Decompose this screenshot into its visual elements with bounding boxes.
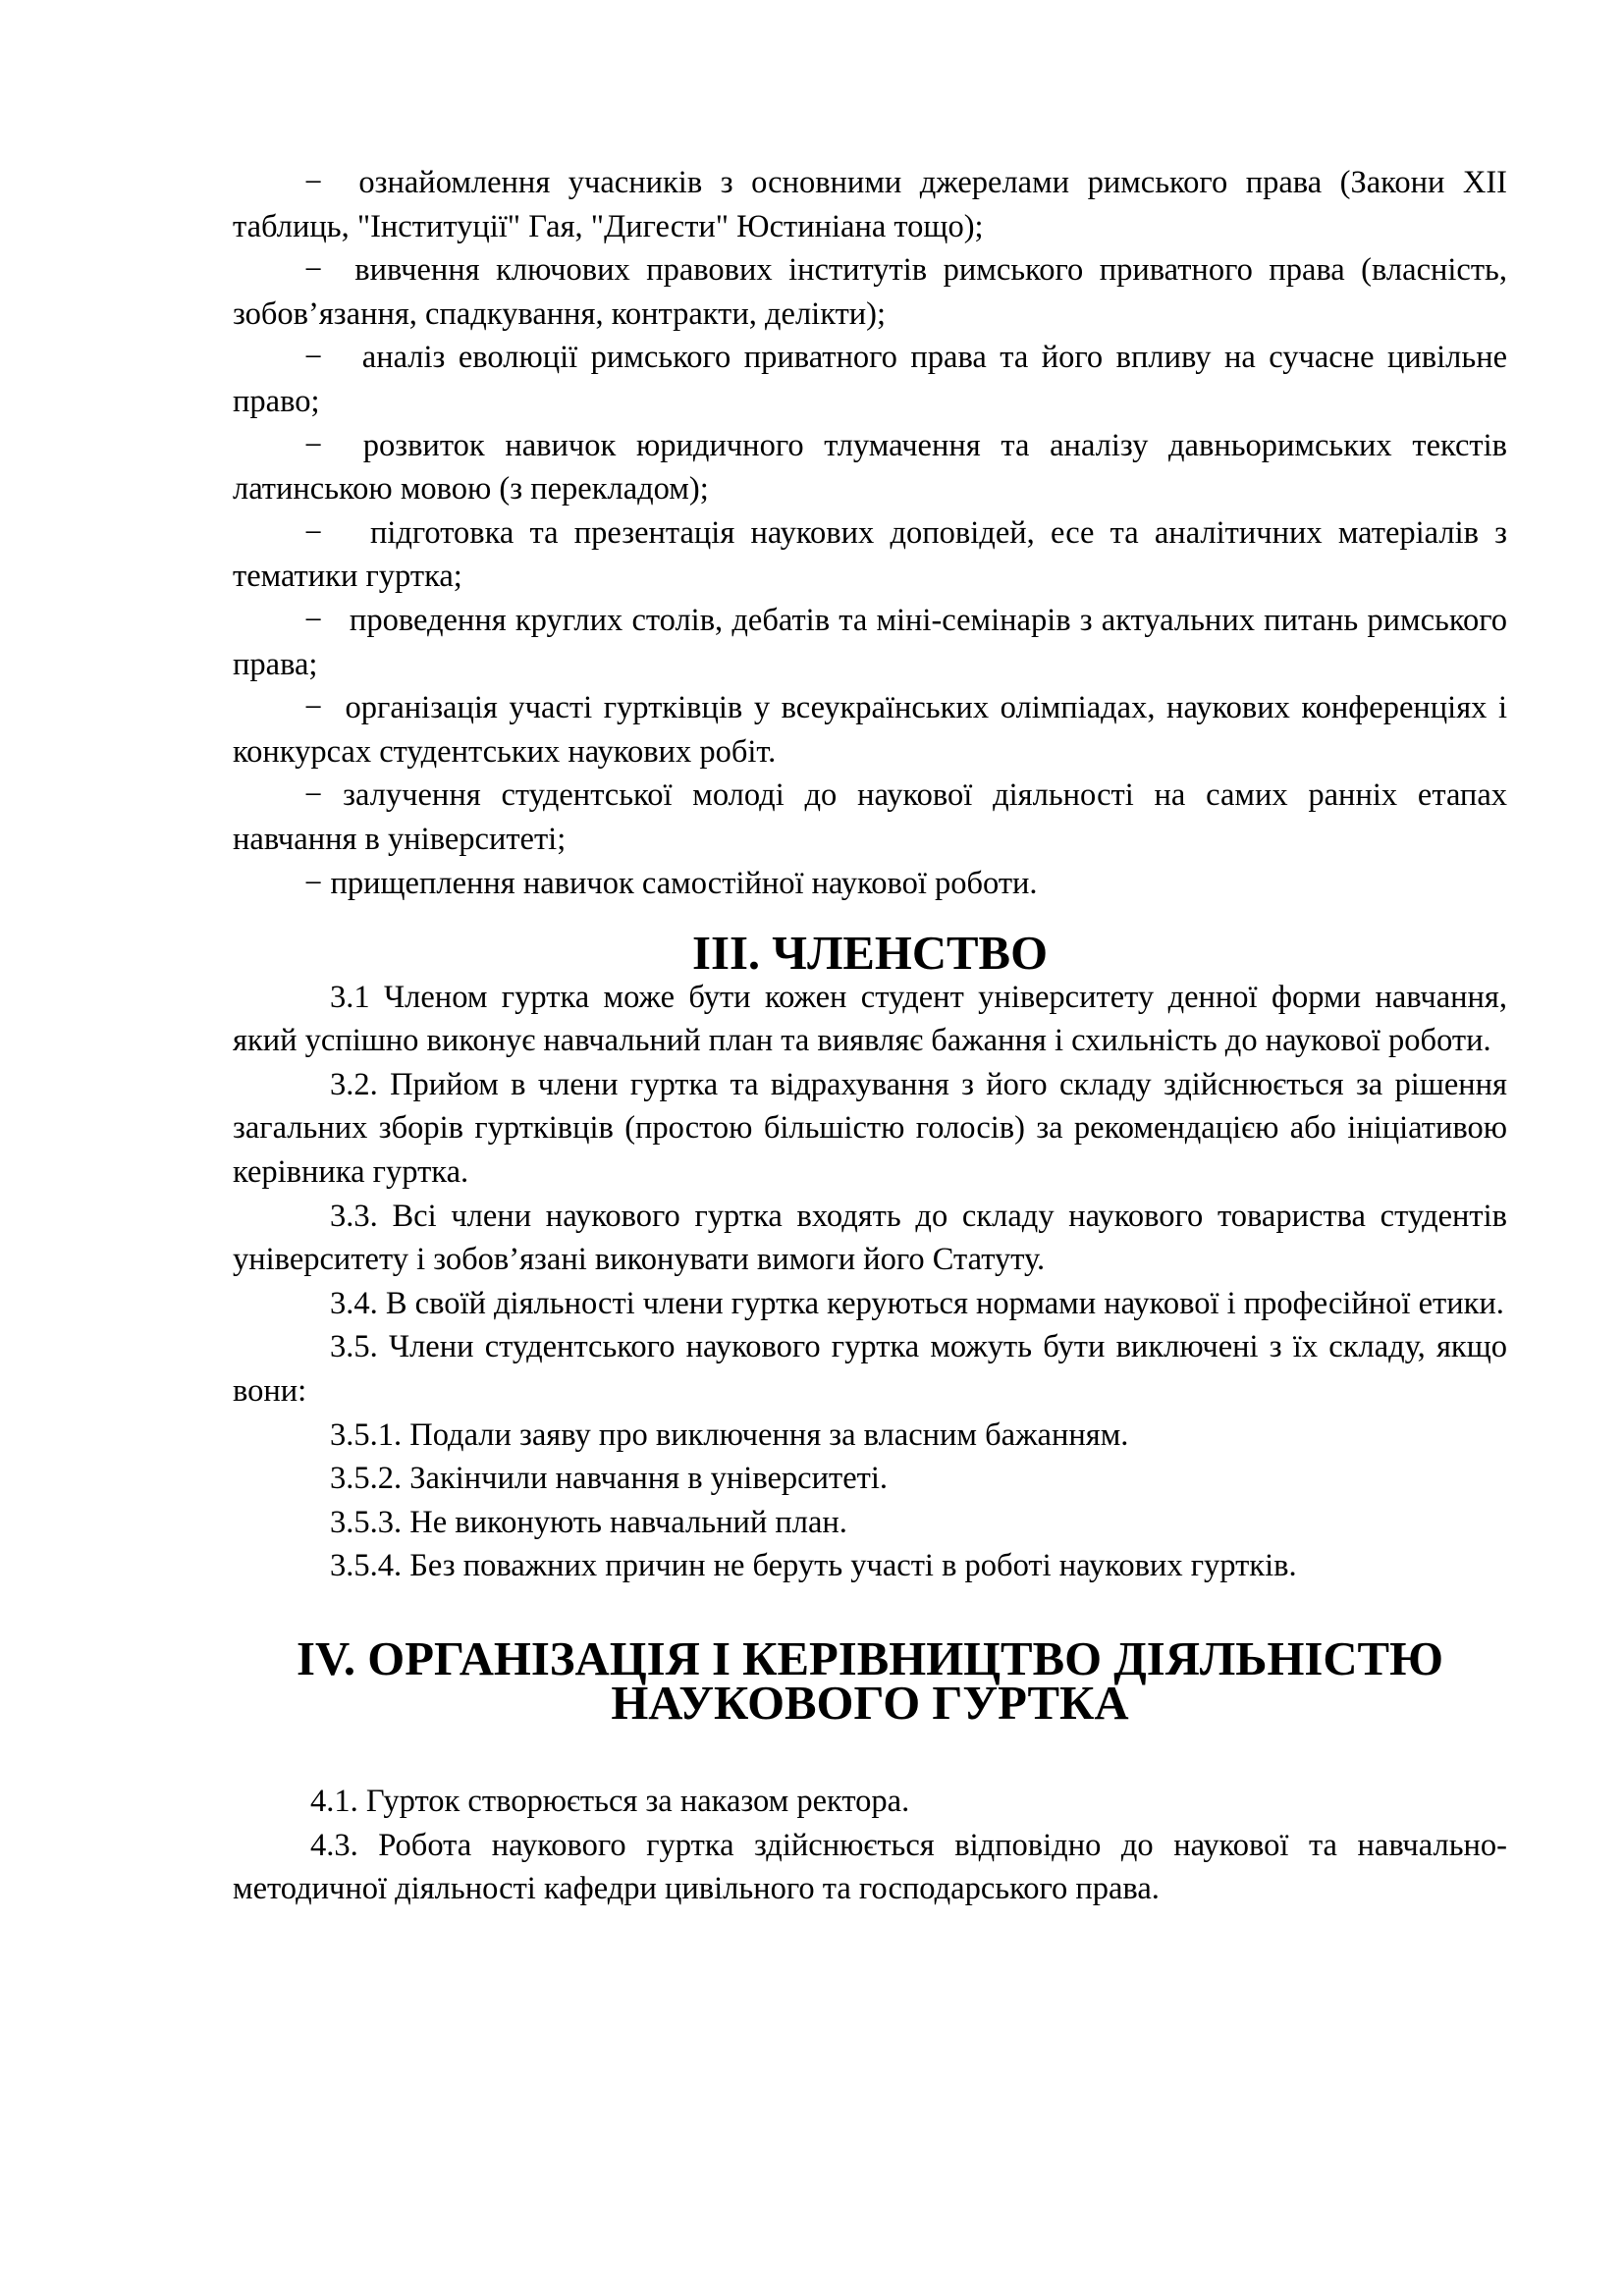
list-item [233,511,1507,599]
list-item-text: аналіз еволюції римського приватного права та його впливу на сучасне цивільне право; [233,340,1508,419]
tasks-list [233,161,1507,905]
dash-bullet: − [304,427,323,463]
list-item [233,599,1507,686]
list-item [233,161,1507,248]
membership-section [233,976,1507,1588]
paragraph: 3.3. Всі члени наукового гуртка входять до складу наукового товариства студентів університету і зобов’язані виконувати вимоги його Статуту. [233,1198,1507,1278]
list-item [233,336,1507,423]
list-item [233,686,1507,774]
dash-bullet: − [304,602,323,638]
paragraph: 3.5. Члени студентського наукового гуртка можуть бути виключені з їх складу, якщо вони: [233,1329,1507,1410]
paragraph: 4.1. Гурток створюється за наказом ректора. [310,1784,910,1820]
dash-bullet: − [304,252,323,289]
spacer [233,1725,1507,1780]
sub-item: 3.5.2. Закінчили навчання в університеті. [330,1461,888,1497]
organization-section [233,1780,1507,1911]
list-item-text: підготовка та презентація наукових доповідей, есе та аналітичних матеріалів з тематики гуртка; [233,514,1508,595]
list-item-text: вивчення ключових правових інститутів римського приватного права (власність, зобов’язання, спадкування, контракти, делікти); [233,252,1507,332]
paragraph: 3.4. В своїй діяльності члени гуртка керуються нормами наукової і професійної етики. [330,1285,1504,1321]
list-item-text: прищеплення навичок самостійної наукової роботи. [330,865,1038,901]
list-item-text: розвиток навичок юридичного тлумачення та аналізу давньоримських текстів латинською мовою (з перекладом); [233,427,1507,507]
list-item [233,424,1507,511]
dash-bullet: − [304,165,323,200]
sub-item: 3.5.1. Подали заяву про виключення за власним бажанням. [330,1416,1129,1453]
sub-item: 3.5.3. Не виконують навчальний план. [330,1504,847,1540]
list-item-text: залучення студентської молоді до наукової діяльності на самих ранніх етапах навчання в університеті; [233,777,1508,857]
dash-bullet: − [304,340,323,376]
list-item [233,774,1507,861]
dash-bullet: − [304,777,323,814]
paragraph: 3.1 Членом гуртка може бути кожен студент університету денної форми навчання, який успішно виконує навчальний план та виявляє бажання і схильність до наукової роботи. [233,979,1507,1059]
dash-bullet: − [304,690,323,726]
sub-item: 3.5.4. Без поважних причин не беруть участі в роботі наукових гуртків. [330,1548,1297,1584]
dash-bullet: − [304,514,323,551]
section-heading-membership: ІІІ. ЧЛЕНСТВО [692,927,1048,981]
document-page [233,161,1507,1911]
paragraph: 4.3. Робота наукового гуртка здійснюється відповідно до наукової та навчально-методичної діяльності кафедри цивільного та господарського права. [233,1827,1507,1907]
list-item [233,862,1507,906]
list-item-text: ознайомлення учасників з основними джерелами римського права (Закони XII таблиць, "Інституції" Гая, "Дигести" Юстиніана тощо); [233,165,1507,244]
list-item [233,248,1507,336]
list-item-text: організація участі гуртківців у всеукраїнських олімпіадах, наукових конференціях і конкурсах студентських наукових робіт. [233,690,1508,770]
dash-bullet: − [304,865,323,901]
section-heading-organization: IV. ОРГАНІЗАЦІЯ І КЕРІВНИЦТВО ДІЯЛЬНІСТЮ НАУКОВОГО ГУРТКА [297,1632,1443,1730]
paragraph: 3.2. Прийом в члени гуртка та відрахування з його складу здійснюється за рішення загальних зборів гуртківців (простою більшістю голосів) за рекомендацією або ініціативою керівника гуртка. [233,1066,1507,1191]
list-item-text: проведення круглих столів, дебатів та міні-семінарів з актуальних питань римського права; [233,602,1507,682]
